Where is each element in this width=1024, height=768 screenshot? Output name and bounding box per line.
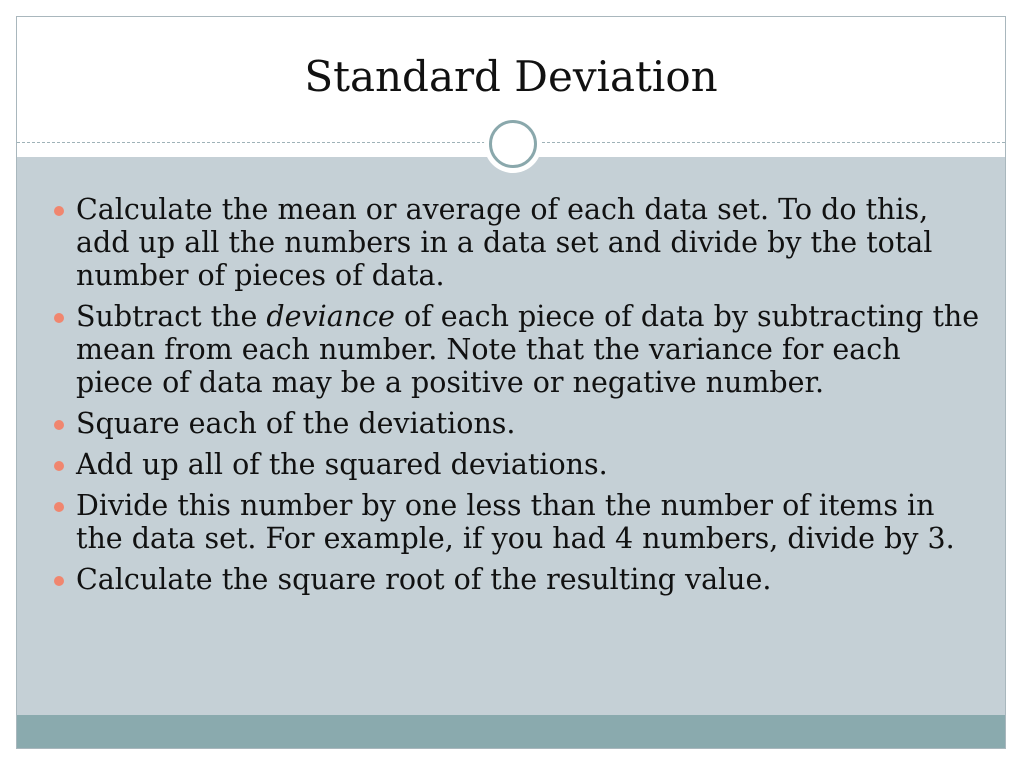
bullet-item xyxy=(54,448,984,481)
bullet-text-after: of each piece of data by subtracting the mean from each number. Note that the variance for each piece of data may be a positive or negative number. xyxy=(76,300,980,399)
ring-ornament-icon xyxy=(484,115,542,173)
bullet-text-before: Subtract the xyxy=(76,300,267,333)
circle-bullet-icon xyxy=(54,576,64,586)
bullet-item xyxy=(54,563,984,596)
bullet-text: Add up all of the squared deviations. xyxy=(76,448,608,481)
circle-bullet-icon xyxy=(54,313,64,323)
circle-bullet-icon xyxy=(54,502,64,512)
bullet-text: Calculate the mean or average of each data set. To do this, add up all the numbers in a data set and divide by the total number of pieces of data. xyxy=(76,193,933,292)
circle-bullet-icon xyxy=(54,420,64,430)
ring-ornament-inner xyxy=(489,120,537,168)
slide-title: Standard Deviation xyxy=(304,52,718,101)
bullet-item xyxy=(54,193,984,292)
bullet-text: Calculate the square root of the resulting value. xyxy=(76,563,772,596)
bullet-list xyxy=(54,193,984,604)
circle-bullet-icon xyxy=(54,461,64,471)
bullet-emphasis: deviance xyxy=(266,300,395,333)
bullet-item xyxy=(54,300,984,399)
slide xyxy=(16,16,1006,749)
bullet-item xyxy=(54,489,984,555)
circle-bullet-icon xyxy=(54,206,64,216)
bullet-item xyxy=(54,407,984,440)
bullet-text: Square each of the deviations. xyxy=(76,407,516,440)
content-area xyxy=(17,157,1005,716)
bottom-bar xyxy=(17,715,1005,748)
bullet-text: Divide this number by one less than the number of items in the data set. For example, if you had 4 numbers, divide by 3. xyxy=(76,489,955,555)
